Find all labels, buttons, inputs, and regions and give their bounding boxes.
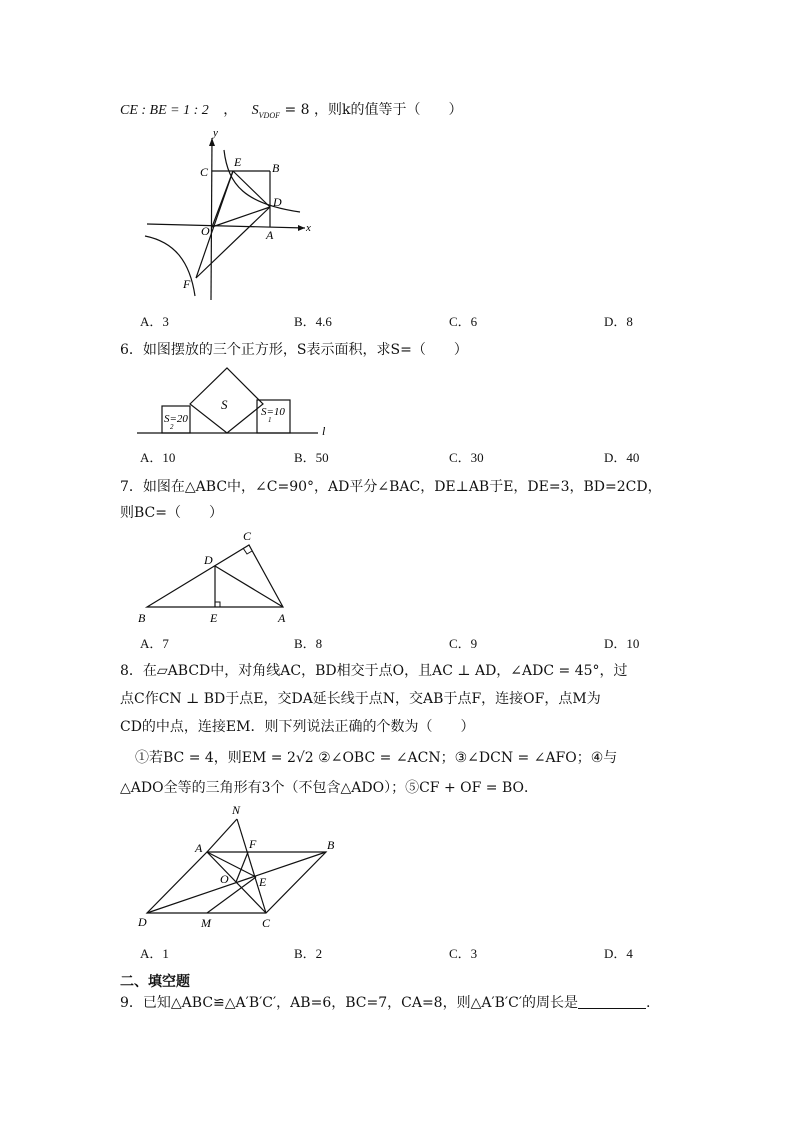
- q5-ratio: CE : BE = 1 : 2: [120, 103, 209, 118]
- q8-label-F: F: [249, 837, 257, 851]
- q5-area-sub: VDOF: [258, 110, 280, 120]
- q8-stem-line2: 点C作CN ⊥ BD于点E，交DA延长线于点N，交AB于点F，连接OF，点M为: [120, 691, 601, 707]
- q6-option-a: A．10: [140, 450, 176, 465]
- q7-option-b: B．8: [294, 636, 323, 651]
- q7-label-A: A: [278, 611, 286, 625]
- q5-option-c: C．6: [449, 314, 478, 329]
- section-title-fill-blank: 二、填空题: [120, 974, 190, 990]
- q7-stem-line1: 7．如图在△ABC中，∠C=90°，AD平分∠BAC，DE⊥AB于E，DE=3，BD=2CD，: [120, 479, 662, 495]
- q6-stem: 6．如图摆放的三个正方形，S表示面积，求S=（ ）: [120, 342, 468, 358]
- q8-stem-line1: 8．在▱ABCD中，对角线AC，BD相交于点O，且AC ⊥ AD，∠ADC = 45°，过: [120, 663, 628, 679]
- q7-label-D: D: [204, 553, 213, 567]
- q5-label-A: A: [266, 228, 274, 242]
- q6-option-b: B．50: [294, 450, 329, 465]
- q8-option-b: B．2: [294, 946, 323, 961]
- q8-label-M: M: [201, 916, 211, 930]
- q5-label-y: y: [213, 127, 218, 139]
- q7-label-B: B: [138, 611, 146, 625]
- q8-stem-line3: CD的中点，连接EM．则下列说法正确的个数为（ ）: [120, 719, 475, 735]
- q5-tail: ，则k的值等于（ ）: [314, 102, 463, 118]
- q7-option-a: A．7: [140, 636, 169, 651]
- q6-label-s-right-sub: 1: [268, 416, 272, 424]
- q8-label-C: C: [262, 916, 271, 930]
- q7-label-C: C: [243, 529, 252, 543]
- q8-label-E: E: [259, 875, 267, 889]
- q9-answer-blank[interactable]: [578, 994, 646, 1009]
- q5-area-value: = 8: [284, 102, 310, 118]
- q5-area-symbol: S: [251, 103, 259, 118]
- q6-label-s-left-sub: 2: [170, 423, 174, 431]
- q5-label-D: D: [273, 195, 282, 209]
- q6-option-d: D．40: [604, 450, 640, 465]
- q5-label-x: x: [306, 222, 311, 234]
- q5-label-B: B: [272, 161, 280, 175]
- q8-option-c: C．3: [449, 946, 478, 961]
- q8-label-A: A: [195, 841, 203, 855]
- q5-option-d: D．8: [604, 314, 633, 329]
- q7-option-c: C．9: [449, 636, 478, 651]
- q5-label-F: F: [183, 277, 191, 291]
- q5-sep: ，: [223, 102, 238, 118]
- q5-label-C: C: [200, 165, 209, 179]
- q8-stem-line4: ①若BC = 4，则EM = 2√2 ②∠OBC = ∠ACN；③∠DCN = ∠AFO；④与: [135, 750, 618, 766]
- q8-label-B: B: [327, 838, 335, 852]
- q8-label-O: O: [220, 872, 229, 886]
- q7-label-E: E: [210, 611, 218, 625]
- q5-label-O: O: [201, 224, 210, 238]
- q6-label-l: l: [322, 424, 326, 438]
- q8-label-N: N: [232, 803, 241, 817]
- q8-option-d: D．4: [604, 946, 633, 961]
- q9-stem: [120, 992, 650, 1012]
- q5-option-a: A．3: [140, 314, 169, 329]
- q8-label-D: D: [138, 915, 147, 929]
- q5-label-E: E: [234, 155, 242, 169]
- q5-option-b: B．4.6: [294, 314, 332, 329]
- q9-stem-text: 9．已知△ABC≌△A′B′C′，AB=6，BC=7，CA=8，则△A′B′C′的周长是: [120, 995, 578, 1011]
- q6-option-c: C．30: [449, 450, 484, 465]
- q6-label-s-left: S=20: [164, 413, 188, 425]
- q8-stem-line5: △ADO全等的三角形有3个（不包含△ADO）；⑤CF + OF = BO．: [120, 780, 538, 796]
- q6-label-s-mid: S: [221, 397, 228, 412]
- q7-option-d: D．10: [604, 636, 640, 651]
- q8-option-a: A．1: [140, 946, 169, 961]
- q7-stem-line2: 则BC=（ ）: [120, 505, 223, 521]
- q9-tail: .: [646, 995, 651, 1011]
- q6-label-s-right: S=10: [261, 406, 285, 418]
